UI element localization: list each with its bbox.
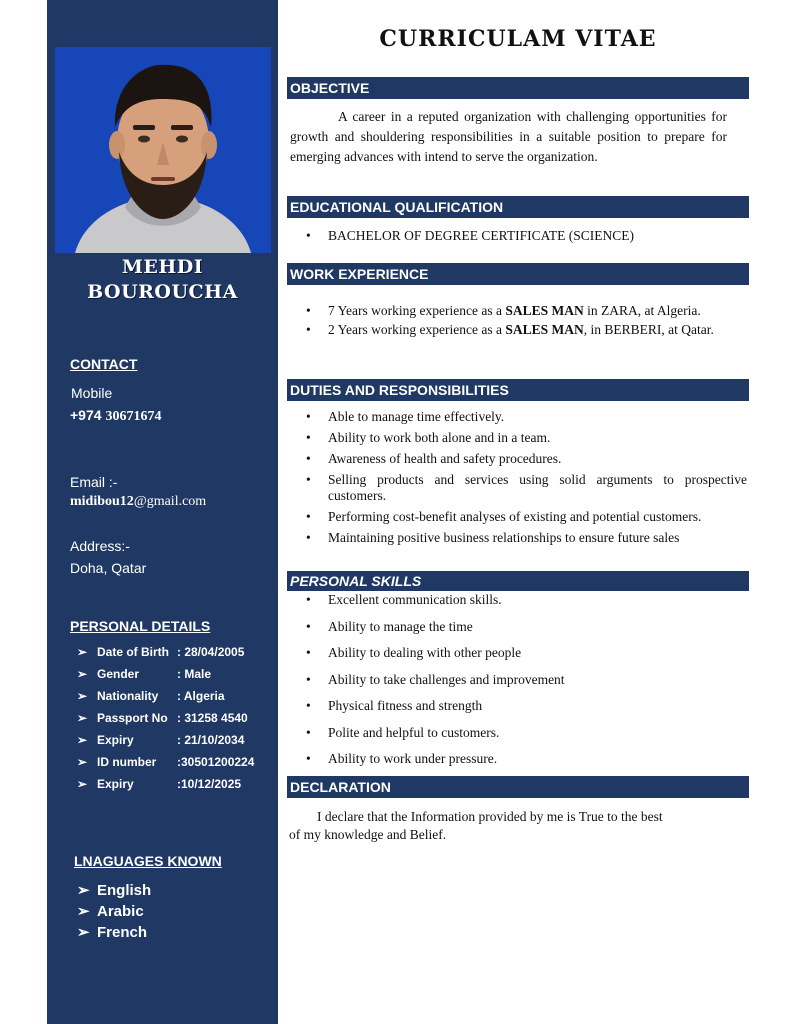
declaration-line-2: of my knowledge and Belief.	[289, 827, 447, 842]
duty-item: • Maintaining positive business relationships to ensure future sales	[290, 530, 747, 546]
language-item	[77, 881, 151, 899]
profile-photo	[55, 47, 271, 253]
arrow-bullet-icon: ➢	[77, 645, 88, 659]
languages-heading: LNAGUAGES KNOWN	[74, 853, 222, 869]
personal-detail-label: Expiry	[97, 733, 134, 747]
personal-detail-value: :10/12/2025	[177, 777, 242, 791]
personal-detail-label: Gender	[97, 667, 140, 681]
candidate-last-name: BOUROUCHA	[87, 281, 238, 303]
objective-heading: OBJECTIVE	[287, 77, 749, 99]
arrow-bullet-icon: ➢	[77, 777, 88, 791]
personal-detail-label: Passport No	[97, 711, 168, 725]
language-item	[77, 902, 144, 920]
personal-detail-row	[77, 645, 244, 659]
arrow-bullet-icon: ➢	[77, 924, 90, 941]
duty-item: • Performing cost-benefit analyses of existing and potential customers.	[290, 509, 747, 525]
personal-detail-value: : 28/04/2005	[177, 645, 245, 659]
objective-text: A career in a reputed organization with challenging opportunities for growth and shouldering responsibilities in a suitable position to prepare for emerging advances with intend to serve the organization.	[290, 109, 727, 164]
address-label: Address:-	[70, 538, 130, 554]
arrow-bullet-icon: ➢	[77, 755, 88, 769]
arrow-bullet-icon: ➢	[77, 733, 88, 747]
personal-detail-row	[77, 711, 248, 725]
work-item-role: SALES MAN	[505, 303, 584, 318]
mobile-prefix: +974	[70, 407, 102, 423]
skills-list	[290, 591, 730, 777]
language-item	[77, 923, 147, 941]
work-item-text: 2 Years working experience as a	[328, 322, 506, 337]
arrow-bullet-icon: ➢	[77, 667, 88, 681]
personal-detail-row	[77, 777, 241, 791]
language-label: French	[97, 924, 148, 941]
skill-item: • Polite and helpful to customers.	[290, 724, 730, 742]
arrow-bullet-icon: ➢	[77, 882, 90, 899]
declaration-line-1: I declare that the Information provided by me is True to the best	[317, 809, 663, 824]
duties-list	[290, 409, 747, 551]
work-item-role: SALES MAN	[505, 322, 584, 337]
contact-heading: CONTACT	[70, 356, 138, 372]
work-item	[290, 301, 730, 320]
mobile-label: Mobile	[71, 385, 113, 401]
personal-detail-label: ID number	[97, 755, 157, 769]
work-item	[290, 320, 730, 339]
email-value[interactable]	[70, 494, 206, 510]
personal-detail-value: : Algeria	[177, 689, 225, 703]
personal-detail-row	[77, 689, 225, 703]
skills-heading: PERSONAL SKILLS	[287, 571, 749, 591]
education-item: • BACHELOR OF DEGREE CERTIFICATE (SCIENCE)	[290, 227, 730, 245]
personal-detail-value: : Male	[177, 667, 212, 681]
duty-item: • Ability to work both alone and in a team.	[290, 430, 747, 446]
skill-item: • Physical fitness and strength	[290, 697, 730, 715]
email-label: Email :-	[70, 474, 118, 490]
personal-detail-label: Date of Birth	[97, 645, 169, 659]
email-domain: @gmail.com	[133, 494, 207, 509]
candidate-first-name: MEHDI	[121, 256, 204, 278]
language-label: English	[97, 882, 152, 899]
personal-detail-row	[77, 755, 254, 769]
personal-detail-value: : 31258 4540	[177, 711, 248, 725]
duties-heading: DUTIES AND RESPONSIBILITIES	[287, 379, 749, 401]
page-title: CURRICULAM VITAE	[379, 26, 657, 52]
work-list	[290, 301, 730, 339]
personal-detail-label: Expiry	[97, 777, 134, 791]
declaration-heading: DECLARATION	[287, 776, 749, 798]
work-item-place: , in BERBERI, at Qatar.	[583, 322, 714, 337]
arrow-bullet-icon: ➢	[77, 711, 88, 725]
personal-detail-value: :30501200224	[177, 755, 255, 769]
duty-item: • Awareness of health and safety procedures.	[290, 451, 747, 467]
work-item-text: 7 Years working experience as a	[328, 303, 506, 318]
arrow-bullet-icon: ➢	[77, 903, 90, 920]
skill-item: • Ability to dealing with other people	[290, 644, 730, 662]
education-heading: EDUCATIONAL QUALIFICATION	[287, 196, 749, 218]
candidate-name	[47, 255, 278, 305]
arrow-bullet-icon: ➢	[77, 689, 88, 703]
email-user: midibou12	[70, 494, 134, 509]
work-item-place: in ZARA, at Algeria.	[583, 303, 701, 318]
mobile-value	[70, 407, 161, 425]
duty-item: • Able to manage time effectively.	[290, 409, 747, 425]
skill-item: • Ability to work under pressure.	[290, 750, 730, 768]
skill-item: • Ability to take challenges and improvement	[290, 671, 730, 689]
duty-item: • Selling products and services using solid arguments to prospective customers.	[290, 472, 747, 504]
personal-detail-label: Nationality	[97, 689, 159, 703]
work-heading: WORK EXPERIENCE	[287, 263, 749, 285]
skill-item: • Ability to manage the time	[290, 618, 730, 636]
declaration-text	[289, 808, 739, 844]
education-list	[290, 227, 730, 245]
personal-detail-row	[77, 667, 211, 681]
personal-detail-value: : 21/10/2034	[177, 733, 245, 747]
mobile-number: 30671674	[105, 409, 162, 424]
personal-details-heading: PERSONAL DETAILS	[70, 618, 211, 634]
personal-detail-row	[77, 733, 244, 747]
address-value: Doha, Qatar	[70, 560, 147, 576]
language-label: Arabic	[97, 903, 144, 920]
skill-item: • Excellent communication skills.	[290, 591, 730, 609]
